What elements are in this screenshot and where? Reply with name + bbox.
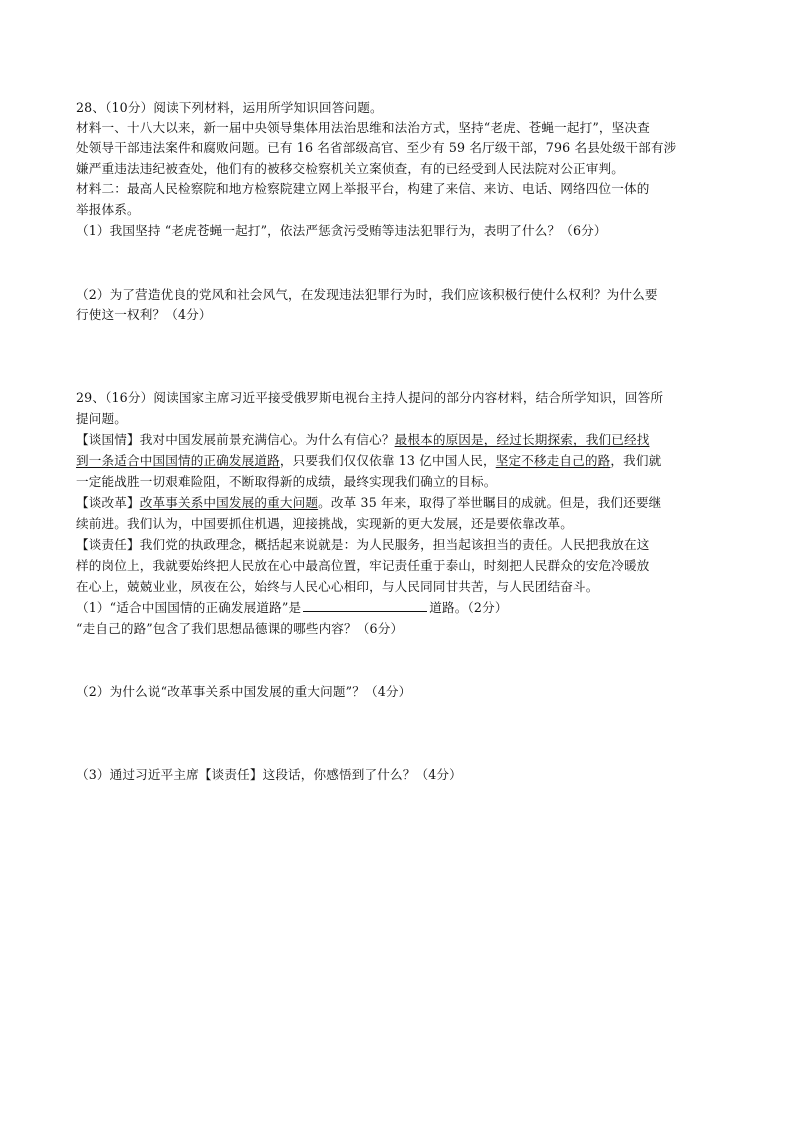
q28-material1-line2: 处领导干部违法案件和腐败问题。已有 16 名省部级高官、至少有 59 名厅级干部，796 名县处级干部有涉 [76,140,677,155]
q29-zeren-line3: 在心上，兢兢业业，夙夜在公，始终与人民心心相印，与人民同同甘共苦，与人民团结奋斗。 [76,579,599,594]
q29-guoqing-line3: 一定能战胜一切艰难险阻，不断取得新的成绩，最终实现我们确立的目标。 [76,474,497,489]
q28-header: 28、（10分）阅读下列材料，运用所学知识回答问题。 [76,100,383,115]
q29-subquestion2: （2）为什么说“改革事关系中国发展的重大问题”？（4分） [76,684,412,699]
guoqing-underlined-path: 到一条适合中国国情的正确发展道路 [76,453,280,468]
q29-header-line1: 29、（16分）阅读国家主席习近平接受俄罗斯电视台主持人提问的部分内容材料，结合所学知识，回答所 [76,390,664,405]
gaige-tag: 【谈改革】 [76,495,140,510]
guoqing-text: ，我们就 [610,453,662,468]
q29-guoqing-line1 [76,430,649,450]
q29-zeren-line2: 样的岗位上，我就要始终把人民放在心中最高位置，牢记责任重于泰山，时刻把人民群众的安危冷暖放 [76,558,650,573]
guoqing-tag: 【谈国情】 [76,432,140,447]
q28-material1-line3: 嫌严重违法违纪被查处，他们有的被移交检察机关立案侦查，有的已经受到人民法院对公正审判。 [76,161,624,176]
q29-subquestion1 [76,598,508,618]
subquestion1-suffix: 道路。（2分） [429,600,508,615]
q28-subquestion1: （1）我国坚持 “老虎苍蝇一起打”，依法严惩贪污受贿等违法犯罪行为，表明了什么？（6分） [76,223,607,238]
q29-gaige-line1 [76,493,661,513]
q29-header-line2: 提问题。 [76,411,127,426]
q29-subquestion3: （3）通过习近平主席【谈责任】这段话，你感悟到了什么？（4分） [76,767,462,782]
guoqing-text: ，只要我们仅仅依靠 13 亿中国人民， [279,453,496,468]
q28-material2-line2: 举报体系。 [76,202,140,217]
q28-subquestion2-line1: （2）为了营造优良的党风和社会风气，在发现违法犯罪行为时，我们应该积极行使什么权利？为什么要 [76,287,658,302]
subquestion1-prefix: （1）“适合中国国情的正确发展道路”是 [76,600,302,615]
gaige-underlined-text: 改革事关系中国发展的重大问题 [139,495,319,510]
q29-gaige-line2: 续前进。我们认为，中国要抓住机遇，迎接挑战，实现新的更大发展，还是要依靠改革。 [76,516,574,531]
zeren-text: 我们党的执政理念，概括起来说就是：为人民服务，担当起该担当的责任。人民把我放在这 [139,537,650,552]
q29-guoqing-line2 [76,451,661,471]
q28-material1-line1: 材料一、十八大以来，新一届中央领导集体用法治思维和法治方式，坚持“老虎、苍蝇一起打”，坚决查 [76,120,650,135]
zeren-tag: 【谈责任】 [76,537,140,552]
guoqing-underlined-text: 最根本的原因是，经过长期探索，我们已经找 [394,432,650,447]
q29-subquestion1-part2: “走自己的路”包含了我们思想品德课的哪些内容？（6分） [76,621,404,636]
q28-material2-line1: 材料二：最高人民检察院和地方检察院建立网上举报平台，构建了来信、来访、电话、网络四位一体的 [76,181,650,196]
q28-subquestion2-line2: 行使这一权利？（4分） [76,307,212,322]
guoqing-text: 我对中国发展前景充满信心。为什么有信心？ [139,432,395,447]
gaige-text: 。改革 35 年来，取得了举世瞩目的成就。但是，我们还要继 [318,495,662,510]
q29-zeren-line1 [76,535,649,555]
guoqing-underlined-own-road: 坚定不移走自己的路 [495,453,611,468]
answer-blank[interactable] [303,598,427,612]
